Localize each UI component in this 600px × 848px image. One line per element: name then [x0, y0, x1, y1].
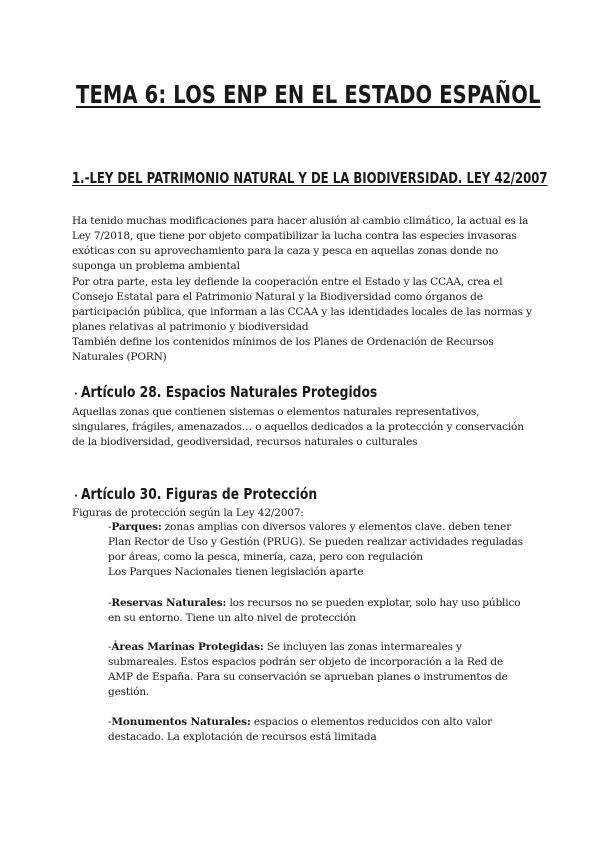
list-item-parques [108, 520, 528, 580]
item-term: Áreas Marinas Protegidas: [111, 641, 264, 653]
item-prefix: - [108, 641, 112, 653]
item-text: espacios o elementos reducidos con alto valor destacado. La explotación de recursos está limitada [108, 716, 493, 743]
item-prefix: - [108, 597, 112, 609]
article-30-heading [74, 485, 369, 503]
article-28-title: Artículo 28. Espacios Naturales Protegidos [80, 383, 378, 401]
article-28-text: Aquellas zonas que contienen sistemas o elementos naturales representativos, singulares, frágiles, amenazados… o aquellos dedicados a la protección y conservación de la biodiversidad, geodiversidad, recursos naturales o culturales [72, 406, 524, 448]
bullet-dot: · [74, 389, 78, 400]
article-30-intro: Figuras de protección según la Ley 42/2007: [72, 507, 304, 519]
item-text: Se incluyen las zonas intermareales y submareales. Estos espacios podrán ser objeto de incorporación a la Red de AMP de España. Para su conservación se aprueban planes o instrumentos de gestión. [108, 641, 508, 698]
list-item-reservas-naturales [108, 596, 528, 626]
section1-paragraph-2: Por otra parte, esta ley defiende la cooperación entre el Estado y las CCAA, crea el Consejo Estatal para el Patrimonio Natural y la Biodiversidad como órganos de participación pública, que informan a las CCAA y las identidades locales de las normas y planes relativas al patrimonio y biodiversidad [72, 276, 532, 333]
section1-paragraph-3: También define los contenidos mínimos de los Planes de Ordenación de Recursos Naturales (PORN) [72, 336, 494, 363]
article-30-title: Artículo 30. Figuras de Protección [80, 485, 317, 503]
item-note: Los Parques Nacionales tienen legislación aparte [108, 566, 364, 578]
item-text: los recursos no se pueden explotar, solo hay uso público en su entorno. Tiene un alto nivel de protección [108, 597, 521, 624]
list-item-areas-marinas-protegidas [108, 640, 528, 700]
page-title: TEMA 6: LOS ENP EN EL ESTADO ESPAÑOL [76, 80, 541, 109]
bullet-dot: · [74, 491, 78, 502]
item-term: Reservas Naturales: [111, 597, 227, 609]
item-term: Parques: [111, 521, 162, 533]
item-term: Monumentos Naturales: [111, 716, 251, 728]
item-prefix: - [108, 716, 112, 728]
article-28-heading [74, 383, 442, 401]
item-prefix: - [108, 521, 112, 533]
section1-paragraph-1: Ha tenido muchas modificaciones para hacer alusión al cambio climático, la actual es la Ley 7/2018, que tiene por objeto compatibilizar la lucha contra las especies invasoras exóticas con su aprovechamiento para la caza y pesca en aquellas zonas donde no suponga un problema ambiental [72, 215, 529, 272]
item-text: zonas amplias con diversos valores y elementos clave. deben tener Plan Rector de Uso y Gestión (PRUG). Se pueden realizar actividades reguladas por áreas, como la pesca, minería, caza, pero con regulación [108, 521, 523, 563]
list-item-monumentos-naturales [108, 715, 528, 745]
section-title-ley-42-2007: 1.-LEY DEL PATRIMONIO NATURAL Y DE LA BIODIVERSIDAD. LEY 42/2007 [72, 169, 548, 187]
